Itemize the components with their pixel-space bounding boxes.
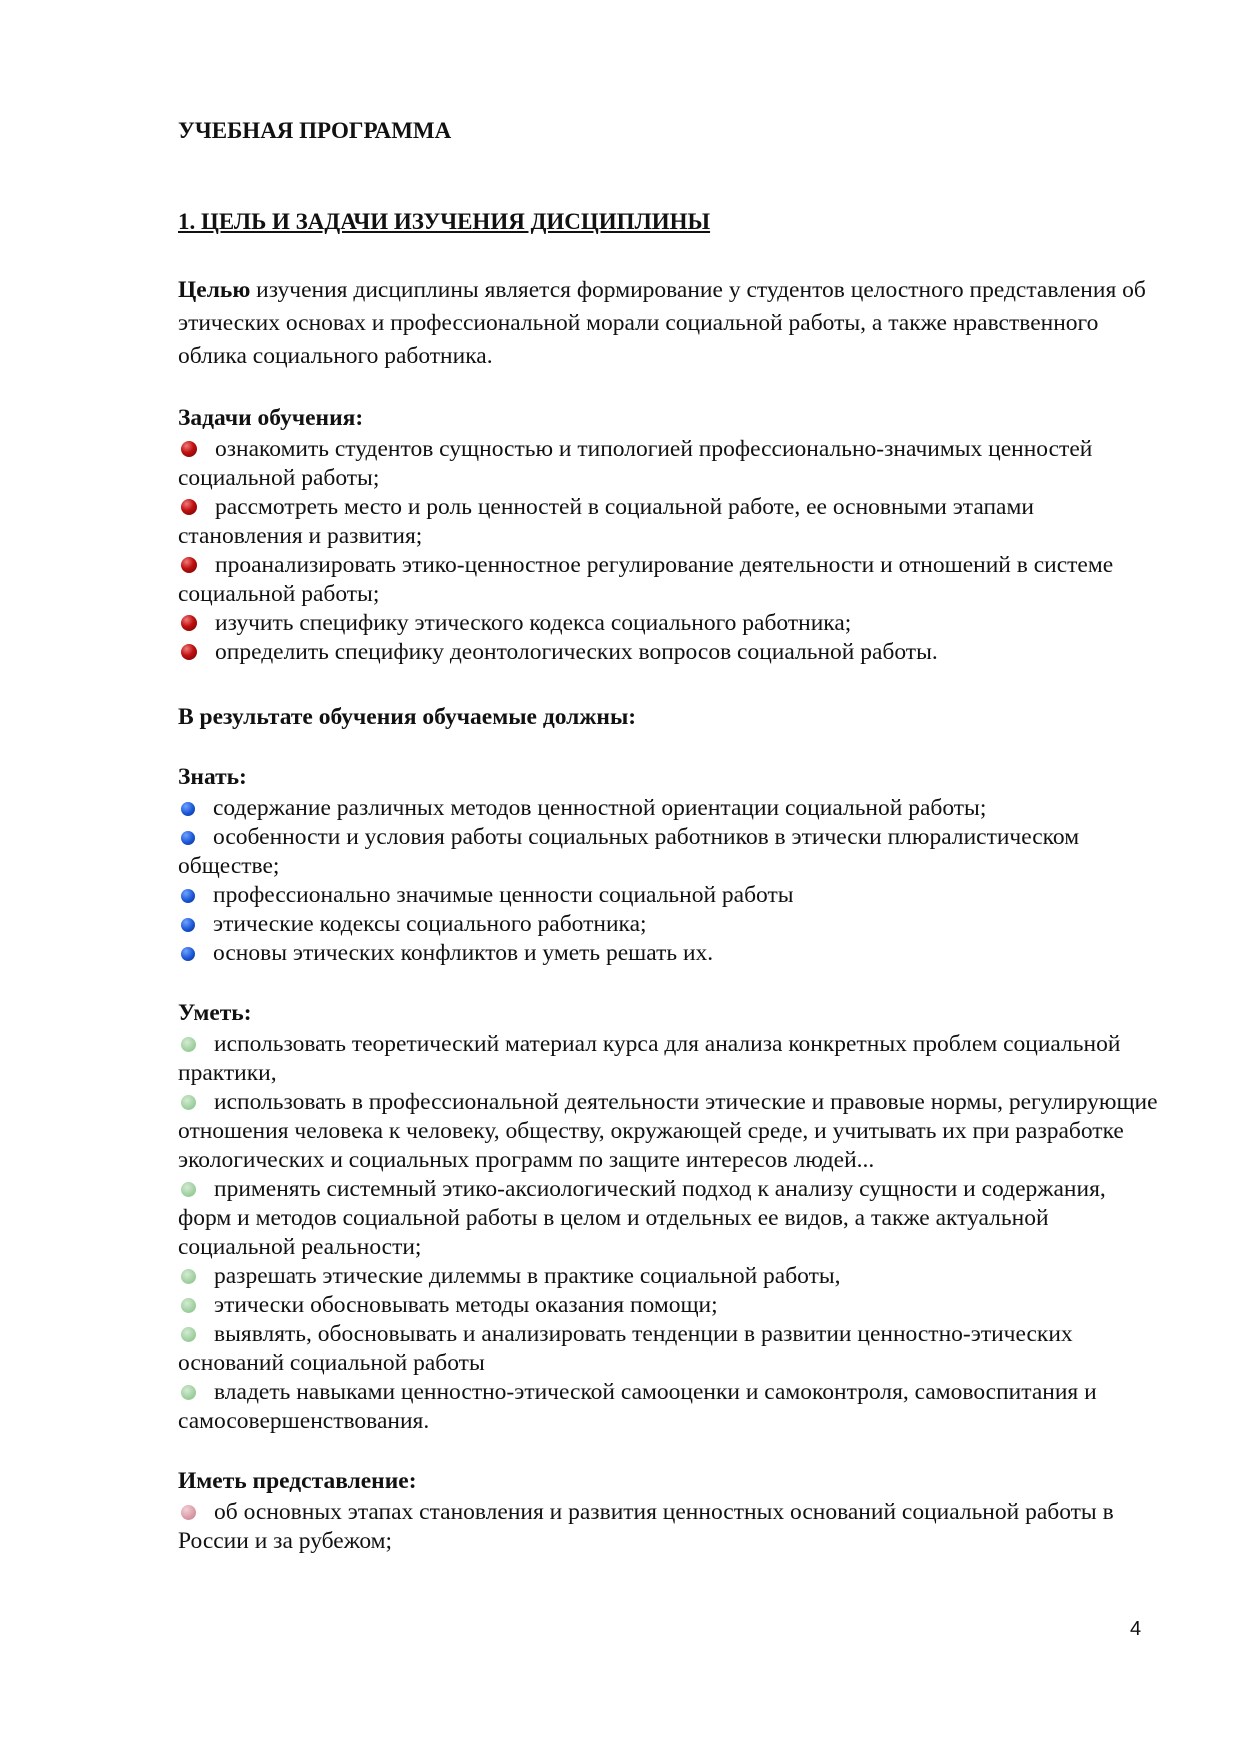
list-item: об основных этапах становления и развития ценностных оснований социальной работы в России и за рубежом; xyxy=(178,1499,1114,1554)
green-bullet-icon xyxy=(181,1269,196,1284)
goal-label: Целью xyxy=(178,277,251,303)
blue-bullet-icon xyxy=(181,947,195,961)
green-bullet-icon xyxy=(181,1037,196,1052)
green-bullet-icon xyxy=(181,1095,196,1110)
list-item: использовать в профессиональной деятельности этические и правовые нормы, регулирующие отношения человека к человеку, обществу, окружающей среде, и учитывать их при разработке экологических и социальных программ по защите интересов людей... xyxy=(178,1089,1158,1173)
blue-bullet-icon xyxy=(181,889,195,903)
red-bullet-icon xyxy=(181,615,197,631)
list-item: профессионально значимые ценности социальной работы xyxy=(178,881,1158,910)
goal-text: изучения дисциплины является формирование у студентов целостного представления об этических основах и профессиональной морали социальной работы, а также нравственного облика социального работника. xyxy=(178,277,1146,369)
tasks-list xyxy=(178,435,1158,667)
list-item: разрешать этические дилеммы в практике социальной работы, xyxy=(178,1262,1158,1291)
document-body xyxy=(178,116,1158,1556)
able-list xyxy=(178,1030,1158,1436)
results-heading: В результате обучения обучаемые должны: xyxy=(178,704,637,730)
list-item: ознакомить студентов сущностью и типологией профессионально-значимых ценностей социальной работы; xyxy=(178,436,1093,491)
list-item: владеть навыками ценностно-этической самооценки и самоконтроля, самовоспитания и самосовершенствования. xyxy=(178,1379,1097,1434)
idea-heading: Иметь представление: xyxy=(178,1468,417,1494)
blue-bullet-icon xyxy=(181,918,195,932)
list-item: выявлять, обосновывать и анализировать тенденции в развитии ценностно-этических оснований социальной работы xyxy=(178,1321,1073,1376)
able-heading: Уметь: xyxy=(178,1000,252,1026)
red-bullet-icon xyxy=(181,441,197,457)
blue-bullet-icon xyxy=(181,831,195,845)
tasks-heading: Задачи обучения: xyxy=(178,405,364,431)
blue-bullet-icon xyxy=(181,802,195,816)
list-item: применять системный этико-аксиологический подход к анализу сущности и содержания, форм и методов социальной работы в целом и отдельных ее видов, а также актуальной социальной реальности; xyxy=(178,1176,1106,1260)
green-bullet-icon xyxy=(181,1298,196,1313)
section-heading: 1. ЦЕЛЬ И ЗАДАЧИ ИЗУЧЕНИЯ ДИСЦИПЛИНЫ xyxy=(178,209,711,234)
list-item: проанализировать этико-ценностное регулирование деятельности и отношений в системе социальной работы; xyxy=(178,552,1114,607)
list-item: определить специфику деонтологических вопросов социальной работы. xyxy=(178,638,1158,667)
know-list xyxy=(178,794,1158,968)
green-bullet-icon xyxy=(181,1385,196,1400)
list-item: особенности и условия работы социальных работников в этически плюралистическом обществе; xyxy=(178,824,1080,879)
green-bullet-icon xyxy=(181,1182,196,1197)
pink-bullet-icon xyxy=(181,1505,196,1520)
document-title: УЧЕБНАЯ ПРОГРАММА xyxy=(178,118,452,143)
list-item: содержание различных методов ценностной ориентации социальной работы; xyxy=(178,794,1158,823)
red-bullet-icon xyxy=(181,499,197,515)
green-bullet-icon xyxy=(181,1327,196,1342)
page-number: 4 xyxy=(1130,1618,1142,1640)
list-item: использовать теоретический материал курса для анализа конкретных проблем социальной практики, xyxy=(178,1031,1121,1086)
know-heading: Знать: xyxy=(178,764,247,790)
list-item: изучить специфику этического кодекса социального работника; xyxy=(178,609,1158,638)
list-item: этические кодексы социального работника; xyxy=(178,910,1158,939)
idea-list xyxy=(178,1498,1158,1556)
goal-paragraph xyxy=(178,274,1158,373)
list-item: основы этических конфликтов и уметь решать их. xyxy=(178,939,1158,968)
list-item: этически обосновывать методы оказания помощи; xyxy=(178,1291,1158,1320)
red-bullet-icon xyxy=(181,557,197,573)
red-bullet-icon xyxy=(181,644,197,660)
list-item: рассмотреть место и роль ценностей в социальной работе, ее основными этапами становления и развития; xyxy=(178,494,1034,549)
